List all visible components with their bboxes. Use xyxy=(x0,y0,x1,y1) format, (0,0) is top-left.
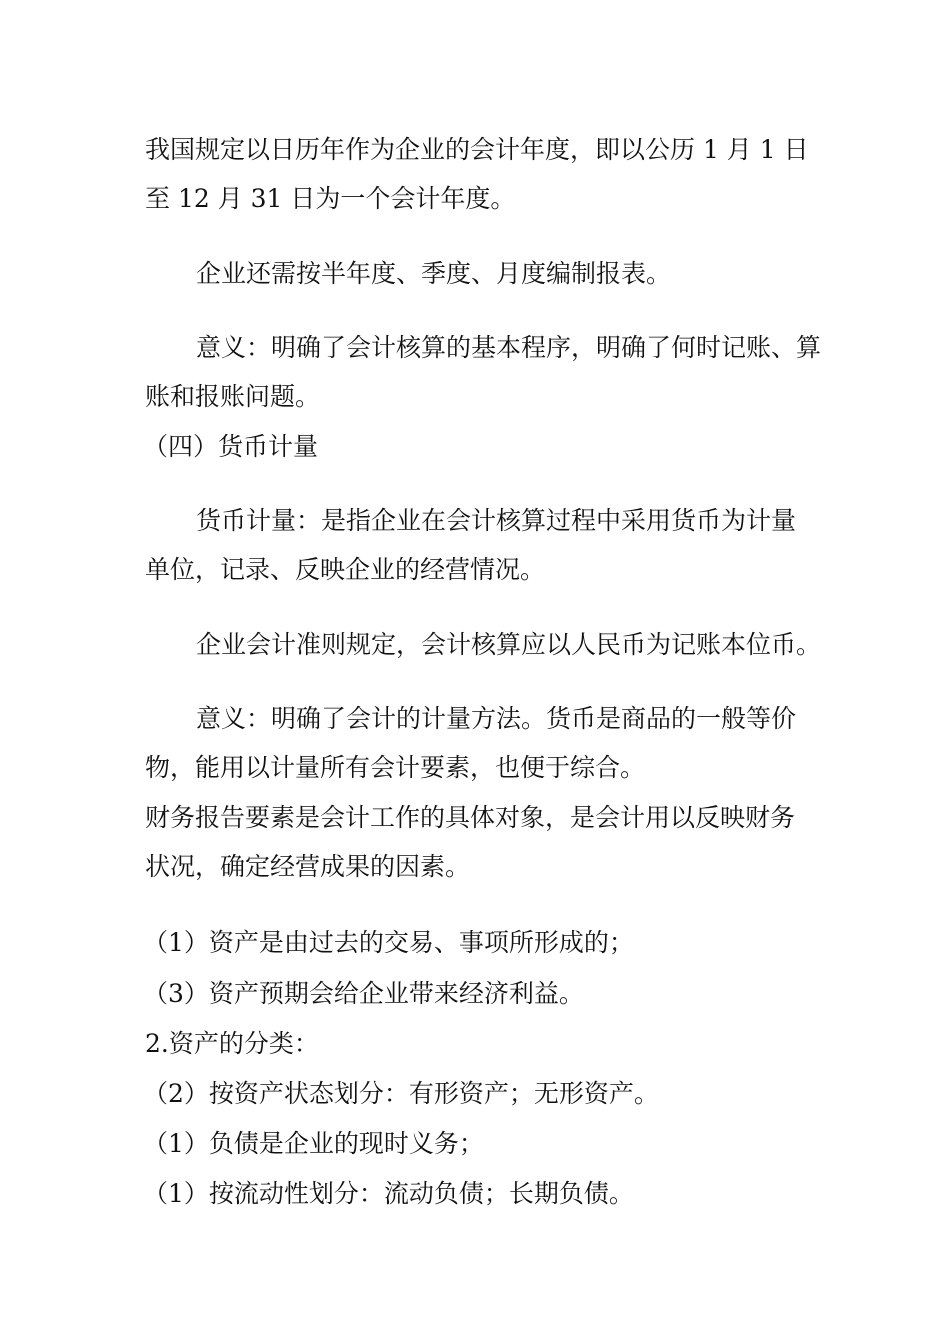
list-item-asset-state: （2）按资产状态划分：有形资产；无形资产。 xyxy=(143,1079,659,1108)
text-line-3: 企业还需按半年度、季度、月度编制报表。 xyxy=(196,259,672,288)
text-line-4: 意义：明确了会计核算的基本程序，明确了何时记账、算 xyxy=(196,333,822,362)
list-item-asset-1: （1）资产是由过去的交易、事项所形成的； xyxy=(143,928,634,957)
list-item-liability-1: （1）负债是企业的现时义务； xyxy=(143,1129,484,1158)
list-item-asset-3: （3）资产预期会给企业带来经济利益。 xyxy=(143,979,584,1008)
text-line-1: 我国规定以日历年作为企业的会计年度，即以公历 1 月 1 日 xyxy=(145,135,809,164)
text-line-10: 意义：明确了会计的计量方法。货币是商品的一般等价 xyxy=(196,704,797,733)
text-line-5: 账和报账问题。 xyxy=(145,382,321,411)
text-line-12: 财务报告要素是会计工作的具体对象，是会计用以反映财务 xyxy=(145,803,796,832)
subheading-asset-classification: 2.资产的分类： xyxy=(145,1029,319,1058)
text-line-7: 货币计量：是指企业在会计核算过程中采用货币为计量 xyxy=(196,506,797,535)
text-line-2: 至 12 月 31 日为一个会计年度。 xyxy=(145,184,516,213)
text-line-9: 企业会计准则规定，会计核算应以人民币为记账本位币。 xyxy=(196,630,822,659)
list-item-liability-liquidity: （1）按流动性划分：流动负债；长期负债。 xyxy=(143,1179,634,1208)
text-line-13: 状况，确定经营成果的因素。 xyxy=(145,852,471,881)
text-line-8: 单位，记录、反映企业的经营情况。 xyxy=(145,555,546,584)
text-line-11: 物，能用以计量所有会计要素，也便于综合。 xyxy=(145,753,646,782)
section-heading-currency: （四）货币计量 xyxy=(143,432,319,461)
